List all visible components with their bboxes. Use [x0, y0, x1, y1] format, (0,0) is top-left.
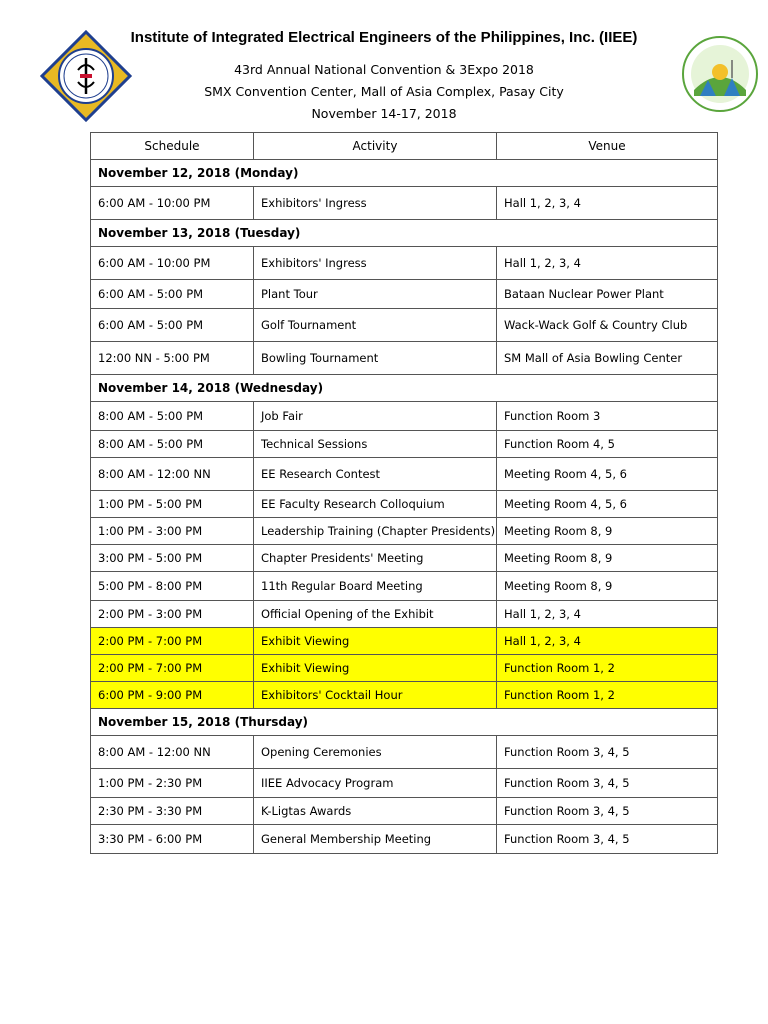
- cell-time: 2:00 PM - 7:00 PM: [91, 655, 254, 682]
- cell-activity: Job Fair: [254, 402, 497, 431]
- header-schedule: Schedule: [91, 133, 254, 160]
- cell-venue: Bataan Nuclear Power Plant: [497, 280, 718, 309]
- schedule-table: [90, 132, 718, 854]
- cell-time: 12:00 NN - 5:00 PM: [91, 342, 254, 375]
- cell-venue: Hall 1, 2, 3, 4: [497, 247, 718, 280]
- cell-venue: Hall 1, 2, 3, 4: [497, 601, 718, 628]
- day-label: November 13, 2018 (Tuesday): [91, 220, 718, 247]
- cell-venue: Function Room 3, 4, 5: [497, 798, 718, 825]
- cell-time: 5:00 PM - 8:00 PM: [91, 572, 254, 601]
- cell-activity: General Membership Meeting: [254, 825, 497, 854]
- cell-venue: Wack-Wack Golf & Country Club: [497, 309, 718, 342]
- cell-venue: Hall 1, 2, 3, 4: [497, 187, 718, 220]
- cell-venue: Meeting Room 8, 9: [497, 518, 718, 545]
- cell-venue: Function Room 3, 4, 5: [497, 825, 718, 854]
- cell-venue: Meeting Room 8, 9: [497, 572, 718, 601]
- cell-venue: Hall 1, 2, 3, 4: [497, 628, 718, 655]
- cell-venue: Function Room 4, 5: [497, 431, 718, 458]
- cell-activity: Exhibitors' Cocktail Hour: [254, 682, 497, 709]
- cell-activity: Exhibitors' Ingress: [254, 187, 497, 220]
- cell-activity: EE Faculty Research Colloquium: [254, 491, 497, 518]
- cell-activity: Technical Sessions: [254, 431, 497, 458]
- schedule-body: [91, 160, 718, 854]
- table-row: [91, 491, 718, 518]
- table-row: [91, 309, 718, 342]
- cell-activity: K-Ligtas Awards: [254, 798, 497, 825]
- header-venue: Venue: [497, 133, 718, 160]
- cell-venue: Meeting Room 4, 5, 6: [497, 491, 718, 518]
- cell-venue: Meeting Room 4, 5, 6: [497, 458, 718, 491]
- event-dates: November 14-17, 2018: [311, 106, 457, 121]
- day-label: November 14, 2018 (Wednesday): [91, 375, 718, 402]
- day-header-row: [91, 220, 718, 247]
- cell-time: 3:00 PM - 5:00 PM: [91, 545, 254, 572]
- day-header-row: [91, 160, 718, 187]
- cell-time: 2:30 PM - 3:30 PM: [91, 798, 254, 825]
- cell-venue: Function Room 3, 4, 5: [497, 736, 718, 769]
- cell-time: 2:00 PM - 7:00 PM: [91, 628, 254, 655]
- cell-time: 8:00 AM - 12:00 NN: [91, 458, 254, 491]
- cell-activity: Plant Tour: [254, 280, 497, 309]
- table-row: [91, 798, 718, 825]
- cell-time: 2:00 PM - 3:00 PM: [91, 601, 254, 628]
- cell-activity: Opening Ceremonies: [254, 736, 497, 769]
- cell-venue: Function Room 1, 2: [497, 682, 718, 709]
- cell-activity: Exhibitors' Ingress: [254, 247, 497, 280]
- cell-time: 1:00 PM - 3:00 PM: [91, 518, 254, 545]
- cell-activity: Golf Tournament: [254, 309, 497, 342]
- cell-time: 8:00 AM - 5:00 PM: [91, 431, 254, 458]
- table-row: [91, 458, 718, 491]
- cell-time: 6:00 AM - 10:00 PM: [91, 247, 254, 280]
- table-row: [91, 518, 718, 545]
- table-row: [91, 247, 718, 280]
- cell-time: 8:00 AM - 5:00 PM: [91, 402, 254, 431]
- table-row: [91, 655, 718, 682]
- cell-venue: Meeting Room 8, 9: [497, 545, 718, 572]
- table-row: [91, 431, 718, 458]
- header-activity: Activity: [254, 133, 497, 160]
- cell-venue: Function Room 1, 2: [497, 655, 718, 682]
- org-title: Institute of Integrated Electrical Engineers of the Philippines, Inc. (IIEE): [130, 29, 638, 46]
- event-name: 43rd Annual National Convention & 3Expo 2018: [234, 62, 534, 77]
- cell-time: 6:00 AM - 5:00 PM: [91, 309, 254, 342]
- cell-activity: Exhibit Viewing: [254, 655, 497, 682]
- table-row: [91, 402, 718, 431]
- table-row: [91, 601, 718, 628]
- table-row: [91, 280, 718, 309]
- day-label: November 15, 2018 (Thursday): [91, 709, 718, 736]
- cell-activity: Chapter Presidents' Meeting: [254, 545, 497, 572]
- cell-activity: IIEE Advocacy Program: [254, 769, 497, 798]
- cell-activity: EE Research Contest: [254, 458, 497, 491]
- cell-time: 1:00 PM - 5:00 PM: [91, 491, 254, 518]
- cell-activity: Exhibit Viewing: [254, 628, 497, 655]
- table-row: [91, 736, 718, 769]
- cell-venue: Function Room 3, 4, 5: [497, 769, 718, 798]
- table-row: [91, 545, 718, 572]
- table-row: [91, 628, 718, 655]
- table-row: [91, 769, 718, 798]
- cell-activity: Bowling Tournament: [254, 342, 497, 375]
- day-header-row: [91, 375, 718, 402]
- cell-time: 1:00 PM - 2:30 PM: [91, 769, 254, 798]
- cell-time: 8:00 AM - 12:00 NN: [91, 736, 254, 769]
- cell-time: 6:00 AM - 10:00 PM: [91, 187, 254, 220]
- cell-venue: SM Mall of Asia Bowling Center: [497, 342, 718, 375]
- table-row: [91, 342, 718, 375]
- cell-activity: Leadership Training (Chapter Presidents): [254, 518, 497, 545]
- table-row: [91, 572, 718, 601]
- event-venue: SMX Convention Center, Mall of Asia Complex, Pasay City: [204, 84, 564, 99]
- cell-time: 6:00 AM - 5:00 PM: [91, 280, 254, 309]
- cell-time: 6:00 PM - 9:00 PM: [91, 682, 254, 709]
- cell-time: 3:30 PM - 6:00 PM: [91, 825, 254, 854]
- table-row: [91, 187, 718, 220]
- table-header-row: [91, 133, 718, 160]
- table-row: [91, 682, 718, 709]
- table-row: [91, 825, 718, 854]
- cell-activity: Official Opening of the Exhibit: [254, 601, 497, 628]
- cell-venue: Function Room 3: [497, 402, 718, 431]
- day-label: November 12, 2018 (Monday): [91, 160, 718, 187]
- day-header-row: [91, 709, 718, 736]
- cell-activity: 11th Regular Board Meeting: [254, 572, 497, 601]
